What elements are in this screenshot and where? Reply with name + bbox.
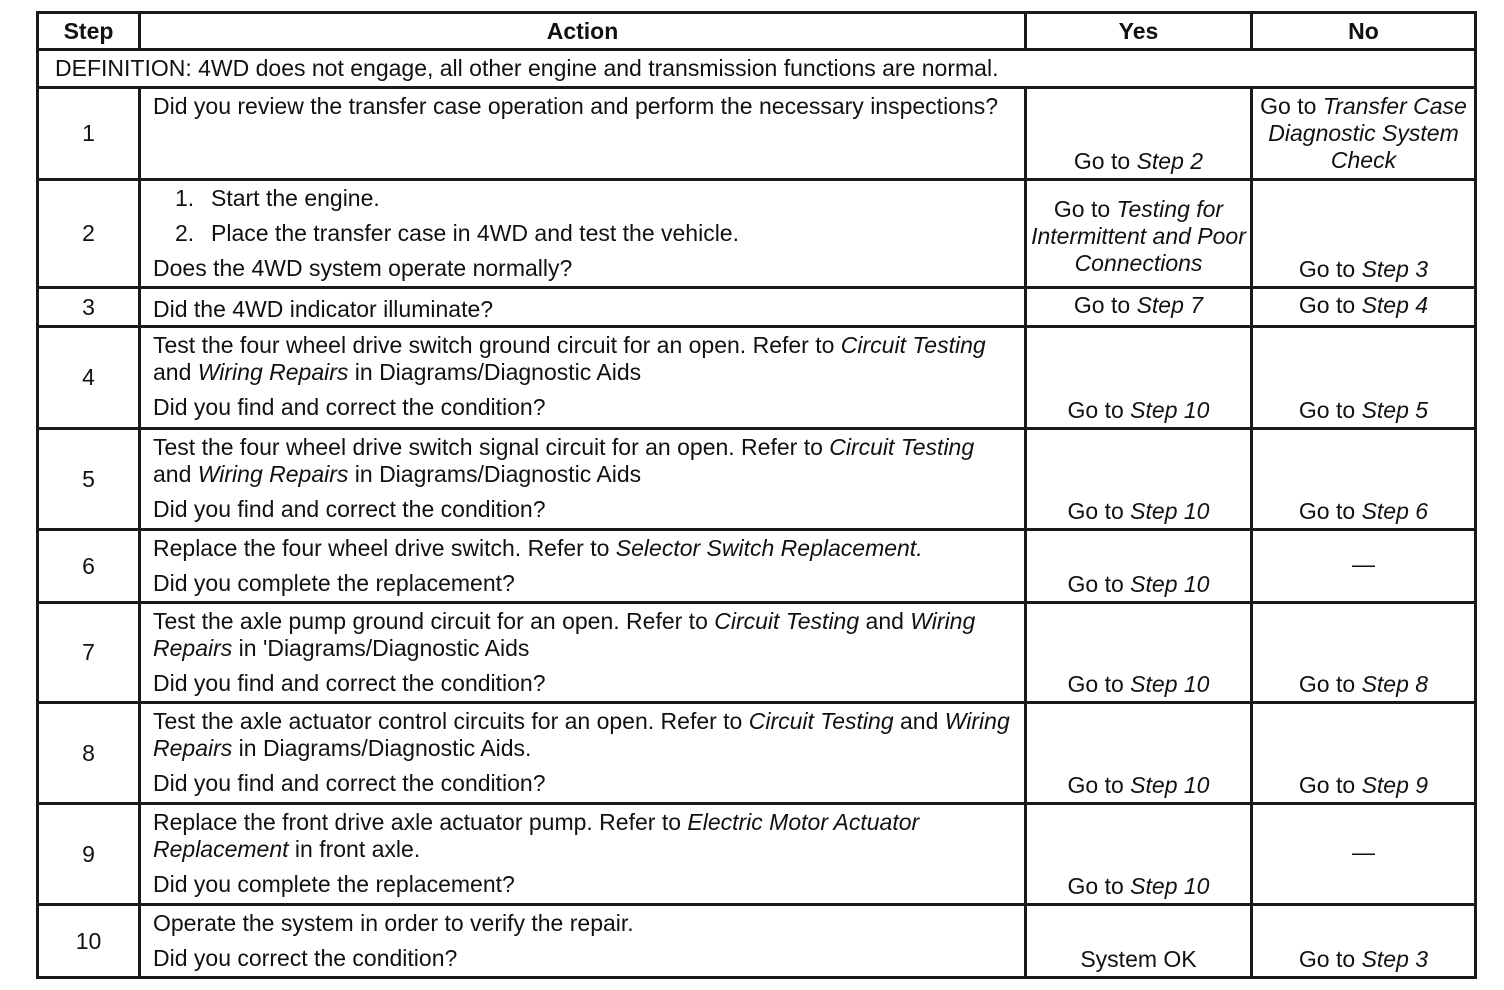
table-row bbox=[38, 288, 1476, 327]
table-row bbox=[38, 703, 1476, 804]
no-link[interactable]: Step 4 bbox=[1361, 292, 1429, 318]
no-link[interactable]: Step 3 bbox=[1361, 946, 1429, 972]
action-text-part: and bbox=[859, 608, 911, 634]
action-text: Operate the system in order to verify the repair. bbox=[153, 910, 634, 936]
action-text-part: and bbox=[893, 708, 945, 734]
table-row bbox=[38, 603, 1476, 703]
action-cell bbox=[140, 530, 1026, 603]
no-link[interactable]: Transfer Case Diagnostic System Check bbox=[1268, 93, 1467, 173]
yes-prefix: Go to bbox=[1067, 397, 1131, 423]
action-question: Did you find and correct the condition? bbox=[153, 670, 546, 696]
action-cell bbox=[140, 603, 1026, 703]
table-row bbox=[38, 905, 1476, 978]
action-text-part: Test the four wheel drive switch ground circuit for an open. Refer to bbox=[153, 332, 841, 358]
action-question: Did you find and correct the condition? bbox=[153, 496, 546, 522]
action-question: Did you find and correct the condition? bbox=[153, 394, 546, 420]
no-cell bbox=[1252, 429, 1476, 530]
header-row bbox=[38, 13, 1476, 50]
action-question: Did you find and correct the condition? bbox=[153, 770, 546, 796]
no-dash: — bbox=[1352, 839, 1375, 865]
no-prefix: Go to bbox=[1298, 256, 1362, 282]
no-cell bbox=[1252, 88, 1476, 180]
yes-link[interactable]: Step 10 bbox=[1130, 671, 1210, 697]
action-question: Did you correct the condition? bbox=[153, 945, 458, 971]
step-number: 10 bbox=[38, 905, 140, 978]
yes-cell bbox=[1026, 603, 1252, 703]
action-cell bbox=[140, 905, 1026, 978]
circuit-testing-link[interactable]: Circuit Testing bbox=[748, 708, 894, 734]
yes-cell bbox=[1026, 180, 1252, 288]
action-text: Did you review the transfer case operation and perform the necessary inspections? bbox=[153, 93, 999, 119]
wiring-repairs-link[interactable]: Wiring Repairs bbox=[153, 608, 976, 661]
no-link[interactable]: Step 9 bbox=[1361, 772, 1429, 798]
table-row bbox=[38, 327, 1476, 429]
action-text-part: in 'Diagrams/Diagnostic Aids bbox=[232, 635, 530, 661]
action-cell bbox=[140, 180, 1026, 288]
yes-prefix: Go to bbox=[1067, 498, 1131, 524]
action-cell bbox=[140, 88, 1026, 180]
action-text-part: Replace the front drive axle actuator pump. Refer to bbox=[153, 809, 688, 835]
no-cell bbox=[1252, 603, 1476, 703]
yes-text: System OK bbox=[1080, 946, 1197, 972]
no-prefix: Go to bbox=[1298, 946, 1362, 972]
list-number: 2. bbox=[175, 220, 195, 246]
wiring-repairs-link[interactable]: Wiring Repairs bbox=[153, 708, 1010, 761]
no-link[interactable]: Step 8 bbox=[1361, 671, 1429, 697]
diagnostic-table bbox=[36, 11, 1477, 979]
action-text bbox=[153, 332, 1014, 386]
list-number: 1. bbox=[175, 185, 195, 211]
yes-prefix: Go to bbox=[1067, 873, 1131, 899]
action-text bbox=[153, 608, 1014, 662]
step-number: 2 bbox=[38, 180, 140, 288]
header-no: No bbox=[1252, 13, 1476, 50]
yes-cell bbox=[1026, 327, 1252, 429]
action-text bbox=[153, 708, 1014, 762]
yes-prefix: Go to bbox=[1073, 148, 1137, 174]
no-prefix: Go to bbox=[1298, 397, 1362, 423]
electric-motor-actuator-replacement-link[interactable]: Electric Motor Actuator Replacement bbox=[153, 809, 920, 862]
action-text-part: and bbox=[153, 359, 198, 385]
table-row bbox=[38, 429, 1476, 530]
no-prefix: Go to bbox=[1298, 498, 1362, 524]
action-text bbox=[153, 809, 1014, 863]
yes-prefix: Go to bbox=[1053, 195, 1117, 222]
action-text bbox=[153, 535, 1014, 562]
yes-cell bbox=[1026, 530, 1252, 603]
list-item bbox=[153, 185, 1014, 212]
yes-prefix: Go to bbox=[1067, 772, 1131, 798]
action-text bbox=[153, 434, 1014, 488]
header-action: Action bbox=[140, 13, 1026, 50]
no-prefix: Go to bbox=[1260, 93, 1323, 119]
table-row bbox=[38, 88, 1476, 180]
yes-cell bbox=[1026, 703, 1252, 804]
table-row bbox=[38, 180, 1476, 288]
no-link[interactable]: Step 6 bbox=[1361, 498, 1429, 524]
list-text: Place the transfer case in 4WD and test the vehicle. bbox=[211, 220, 739, 246]
action-cell bbox=[140, 703, 1026, 804]
action-cell bbox=[140, 804, 1026, 905]
action-text-part: Replace the four wheel drive switch. Refer to bbox=[153, 535, 616, 561]
no-prefix: Go to bbox=[1298, 671, 1362, 697]
action-steps-list bbox=[153, 185, 1014, 247]
yes-cell bbox=[1026, 88, 1252, 180]
action-cell bbox=[140, 327, 1026, 429]
yes-prefix: Go to bbox=[1067, 671, 1131, 697]
action-question: Did the 4WD indicator illuminate? bbox=[153, 295, 494, 322]
yes-prefix: Go to bbox=[1073, 292, 1137, 318]
yes-link[interactable]: Step 7 bbox=[1136, 292, 1204, 318]
action-text-part: Test the four wheel drive switch signal circuit for an open. Refer to bbox=[153, 434, 830, 460]
list-text: Start the engine. bbox=[211, 185, 380, 211]
action-question: Did you complete the replacement? bbox=[153, 570, 515, 596]
header-step: Step bbox=[38, 13, 140, 50]
no-cell bbox=[1252, 703, 1476, 804]
no-cell bbox=[1252, 288, 1476, 327]
no-link[interactable]: Step 5 bbox=[1361, 397, 1429, 423]
no-cell bbox=[1252, 327, 1476, 429]
action-text-part: in front axle. bbox=[288, 836, 421, 862]
list-item bbox=[153, 220, 1014, 247]
yes-link[interactable]: Step 10 bbox=[1130, 772, 1210, 798]
action-question: Did you complete the replacement? bbox=[153, 871, 515, 897]
step-number: 4 bbox=[38, 327, 140, 429]
yes-cell bbox=[1026, 905, 1252, 978]
circuit-testing-link[interactable]: Circuit Testing bbox=[714, 608, 860, 634]
definition-row bbox=[38, 50, 1476, 88]
wiring-repairs-link[interactable]: Wiring Repairs bbox=[197, 461, 349, 487]
no-cell bbox=[1252, 905, 1476, 978]
step-number: 5 bbox=[38, 429, 140, 530]
wiring-repairs-link[interactable]: Wiring Repairs bbox=[197, 359, 349, 385]
yes-prefix: Go to bbox=[1067, 571, 1131, 597]
no-link[interactable]: Step 3 bbox=[1361, 256, 1429, 282]
step-number: 1 bbox=[38, 88, 140, 180]
yes-link[interactable]: Step 10 bbox=[1130, 498, 1210, 524]
yes-cell bbox=[1026, 804, 1252, 905]
action-cell bbox=[140, 429, 1026, 530]
header-yes: Yes bbox=[1026, 13, 1252, 50]
step-number: 3 bbox=[38, 288, 140, 327]
table-row bbox=[38, 530, 1476, 603]
step-number: 7 bbox=[38, 603, 140, 703]
yes-link[interactable]: Step 10 bbox=[1130, 873, 1210, 899]
definition-text: DEFINITION: 4WD does not engage, all other engine and transmission functions are normal. bbox=[38, 50, 1476, 88]
yes-link[interactable]: Testing for Intermittent and Poor Connections bbox=[1031, 195, 1246, 276]
no-prefix: Go to bbox=[1298, 772, 1362, 798]
action-text-part: and bbox=[153, 461, 198, 487]
selector-switch-replacement-link[interactable]: Selector Switch Replacement. bbox=[615, 535, 923, 561]
action-cell bbox=[140, 288, 1026, 327]
no-prefix: Go to bbox=[1298, 292, 1362, 318]
action-text-part: in Diagrams/Diagnostic Aids bbox=[348, 461, 642, 487]
no-cell bbox=[1252, 180, 1476, 288]
step-number: 9 bbox=[38, 804, 140, 905]
no-cell bbox=[1252, 530, 1476, 603]
step-number: 8 bbox=[38, 703, 140, 804]
yes-cell bbox=[1026, 429, 1252, 530]
step-number: 6 bbox=[38, 530, 140, 603]
action-text-part: Test the axle pump ground circuit for an open. Refer to bbox=[153, 608, 715, 634]
yes-link[interactable]: Step 2 bbox=[1136, 148, 1204, 174]
no-cell bbox=[1252, 804, 1476, 905]
yes-cell bbox=[1026, 288, 1252, 327]
circuit-testing-link[interactable]: Circuit Testing bbox=[829, 434, 975, 460]
no-dash: — bbox=[1352, 551, 1375, 577]
action-text-part: in Diagrams/Diagnostic Aids bbox=[348, 359, 642, 385]
yes-link[interactable]: Step 10 bbox=[1130, 571, 1210, 597]
circuit-testing-link[interactable]: Circuit Testing bbox=[840, 332, 986, 358]
action-text-part: in Diagrams/Diagnostic Aids. bbox=[232, 735, 532, 761]
action-question: Does the 4WD system operate normally? bbox=[153, 255, 573, 281]
table-row bbox=[38, 804, 1476, 905]
yes-link[interactable]: Step 10 bbox=[1130, 397, 1210, 423]
action-text-part: Test the axle actuator control circuits for an open. Refer to bbox=[153, 708, 749, 734]
